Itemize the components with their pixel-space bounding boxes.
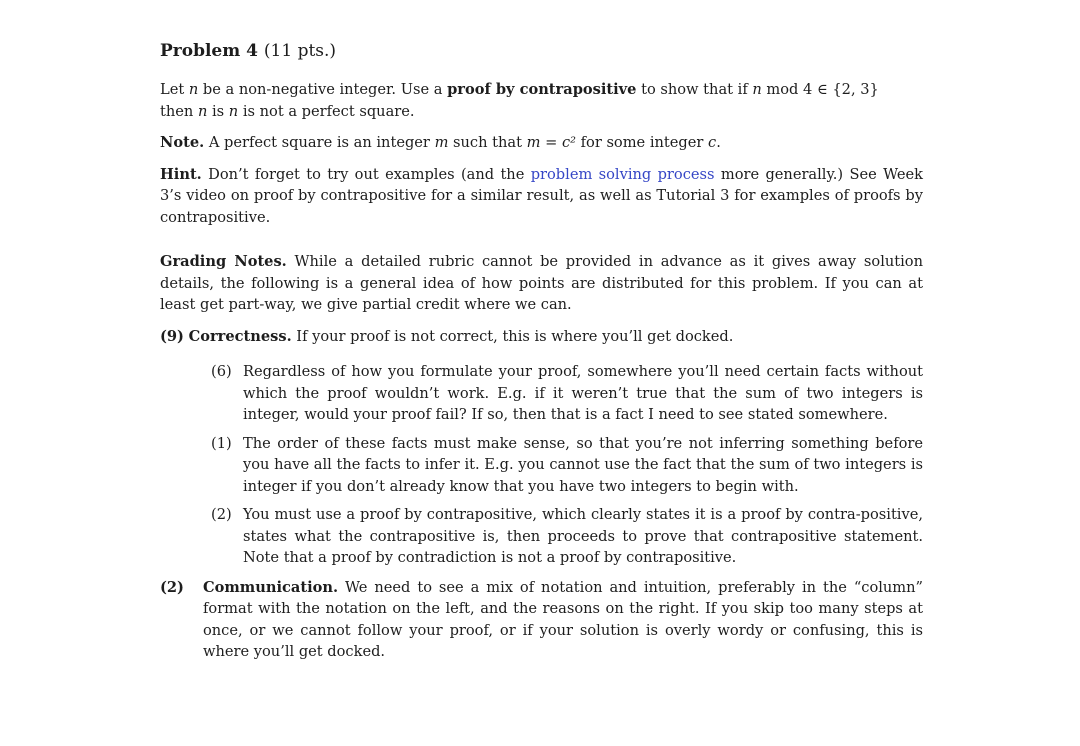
- note-text: for some integer: [576, 134, 708, 151]
- communication-label: Communication.: [203, 578, 339, 596]
- problem-solving-process-link[interactable]: problem solving process: [530, 165, 715, 183]
- math-m: m: [434, 134, 449, 151]
- grading-notes-text: While a detailed rubric cannot be provided in advance as it gives away solution details, the following is a general idea of how points are distributed for this problem. If you can at least get part-way, we give partial credit where we can.: [160, 253, 923, 313]
- list-item: [211, 361, 923, 426]
- note-text: such that: [448, 134, 527, 151]
- note-text: .: [716, 134, 721, 151]
- statement-text: to show that if: [636, 81, 753, 98]
- list-item: [211, 433, 923, 498]
- math-n: n: [197, 102, 208, 120]
- statement-emphasis: proof by contrapositive: [447, 81, 637, 98]
- hint-label: Hint.: [160, 165, 202, 183]
- criterion-text: Regardless of how you formulate your proof, somewhere you’ll need certain facts without which the proof wouldn’t work. E.g. if it weren’t true that the sum of two integers is integer, would your proof fail? If so, then that is a fact I need to see stated somewhere.: [243, 363, 923, 423]
- correctness-text: If your proof is not correct, this is where you’ll get docked.: [291, 327, 734, 345]
- statement-text: is not a perfect square.: [238, 102, 415, 120]
- criterion-text: You must use a proof by contrapositive, which clearly states it is a proof by contra-positive, states what the contrapositive is, then proceeds to prove that contrapositive statement. Note that a proof by contradiction is not a proof by contrapositive.: [243, 506, 923, 566]
- communication-section: [160, 577, 923, 663]
- statement-text: is: [207, 102, 229, 120]
- hint-text: Don’t forget to try out examples (and the: [201, 165, 531, 183]
- correctness-criteria-list: [211, 361, 923, 569]
- hint-text: more generally.) See Week 3’s video on proof by contrapositive for a similar result, as well as Tutorial 3 for examples of proofs by contrapositive.: [160, 165, 924, 226]
- math-n: n: [188, 81, 199, 98]
- note-text: A perfect square is an integer: [204, 134, 435, 151]
- communication-points: (2): [160, 578, 184, 596]
- math-n: n: [752, 81, 762, 98]
- note-paragraph: [160, 132, 923, 154]
- correctness-heading: [160, 326, 923, 348]
- grading-notes-paragraph: [160, 251, 923, 316]
- problem-title: [160, 40, 923, 62]
- problem-title-text: Problem 4: [160, 41, 258, 61]
- correctness-points: (9): [160, 327, 184, 345]
- math-equation: m = c²: [526, 134, 576, 151]
- math-mod-expression: mod 4 ∈ {2, 3}: [761, 81, 879, 98]
- note-label: Note.: [160, 134, 205, 151]
- grading-notes-label: Grading Notes.: [160, 253, 287, 270]
- math-n: n: [228, 102, 239, 120]
- correctness-label: Correctness.: [188, 327, 292, 345]
- criterion-points: (1): [211, 434, 232, 452]
- correctness-section: [160, 326, 923, 569]
- statement-text: Let: [160, 81, 189, 98]
- criterion-points: (6): [211, 363, 232, 380]
- statement-text: then: [160, 102, 198, 120]
- problem-points: (11 pts.): [263, 41, 337, 61]
- statement-text: be a non-negative integer. Use a: [198, 81, 448, 98]
- problem-statement: [160, 79, 923, 122]
- document-page: [160, 40, 923, 663]
- communication-paragraph: [203, 577, 923, 663]
- math-c: c: [708, 134, 717, 151]
- hint-paragraph: [160, 164, 923, 229]
- communication-text: We need to see a mix of notation and intuition, preferably in the “column” format with the notation on the left, and the reasons on the right. If you skip too many steps at once, or we cannot follow your proof, or if your solution is overly wordy or confusing, this is where you’ll get docked.: [203, 578, 923, 660]
- criterion-text: The order of these facts must make sense, so that you’re not inferring something before you have all the facts to infer it. E.g. you cannot use the fact that the sum of two integers is integer if you don’t already know that you have two integers to begin with.: [243, 434, 923, 495]
- list-item: [211, 504, 923, 569]
- criterion-points: (2): [211, 506, 232, 523]
